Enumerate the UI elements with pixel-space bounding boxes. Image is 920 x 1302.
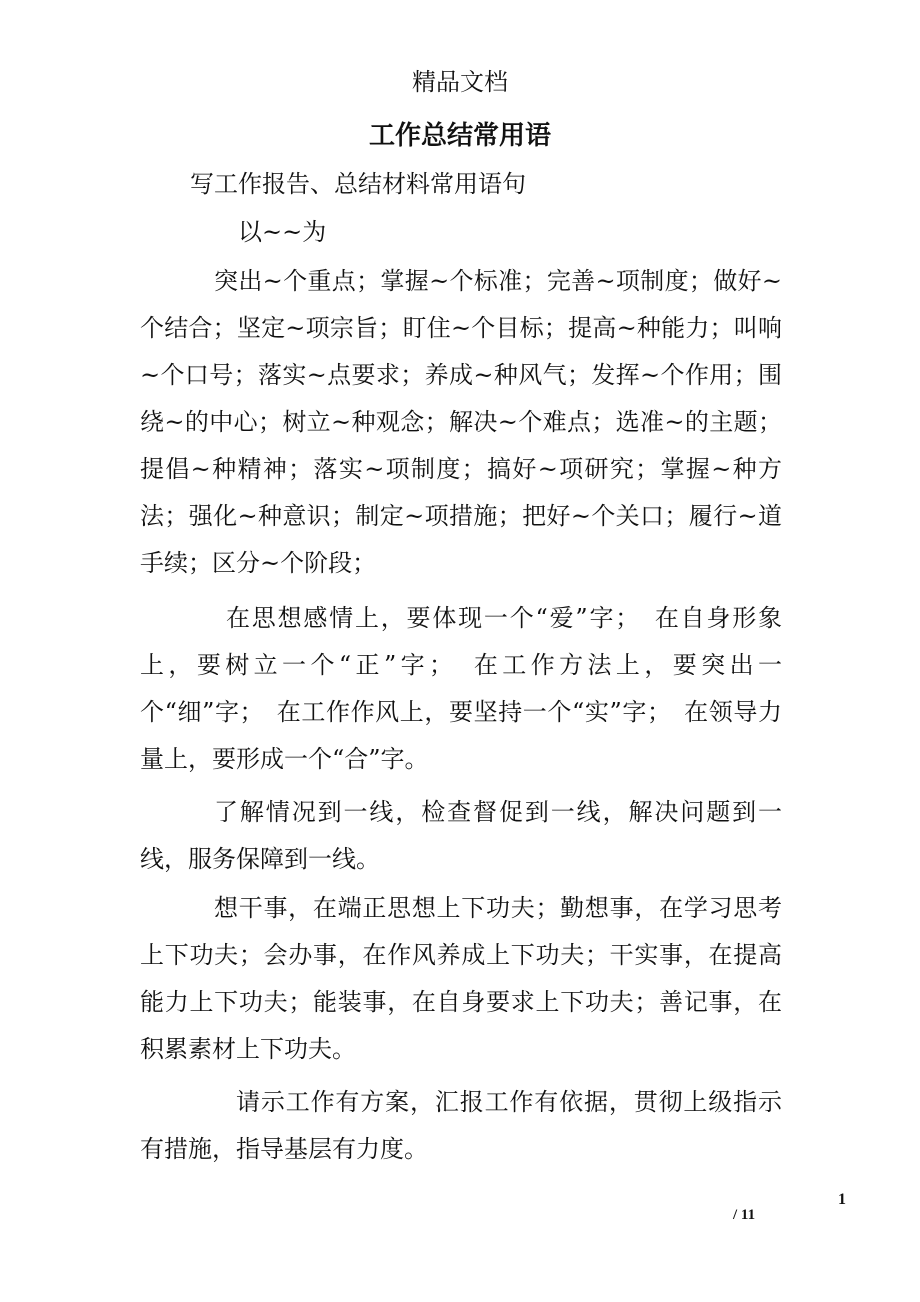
document-subtitle: 写工作报告、总结材料常用语句 [190, 170, 526, 198]
paragraph-4 [140, 885, 782, 1073]
paragraph-1 [140, 258, 782, 587]
page-number: 1 [838, 1191, 846, 1208]
page-total: / 11 [733, 1207, 756, 1223]
paragraph-1-text: 突出~个重点；掌握~个标准；完善~项制度；做好~个结合；坚定~项宗旨；盯住~个目标；提高~种能力；叫响~个口号；落实~点要求；养成~种风气；发挥~个作用；围绕~的中心；树立~种观念；解决~个难点；选准~的主题；提倡~种精神；落实~项制度；搞好~项研究；掌握~种方法；强化~种意识；制定~项措施；把好~个关口；履行~道手续；区分~个阶段； [140, 267, 782, 577]
paragraph-3-text: 了解情况到一线，检查督促到一线，解决问题到一线，服务保障到一线。 [140, 798, 782, 873]
paragraph-4-text: 想干事，在端正思想上下功夫；勤想事，在学习思考上下功夫；会办事，在作风养成上下功夫；干实事，在提高能力上下功夫；能装事，在自身要求上下功夫；善记事，在积累素材上下功夫。 [140, 894, 782, 1063]
paragraph-3 [140, 789, 782, 883]
paragraph-2-text: 在思想感情上，要体现一个“爱”字； 在自身形象上，要树立一个“正”字； 在工作方法上，要突出一个“细”字； 在工作作风上，要坚持一个“实”字； 在领导力量上，要形成一个“合”字。 [140, 604, 782, 773]
document-title: 工作总结常用语 [368, 121, 551, 151]
paragraph-5 [140, 1079, 782, 1173]
paragraph-2 [140, 595, 782, 783]
page-header-label: 精品文档 [412, 68, 508, 96]
intro-line: 以~~为 [238, 218, 327, 246]
paragraph-5-text: 请示工作有方案，汇报工作有依据，贯彻上级指示有措施，指导基层有力度。 [140, 1088, 782, 1163]
